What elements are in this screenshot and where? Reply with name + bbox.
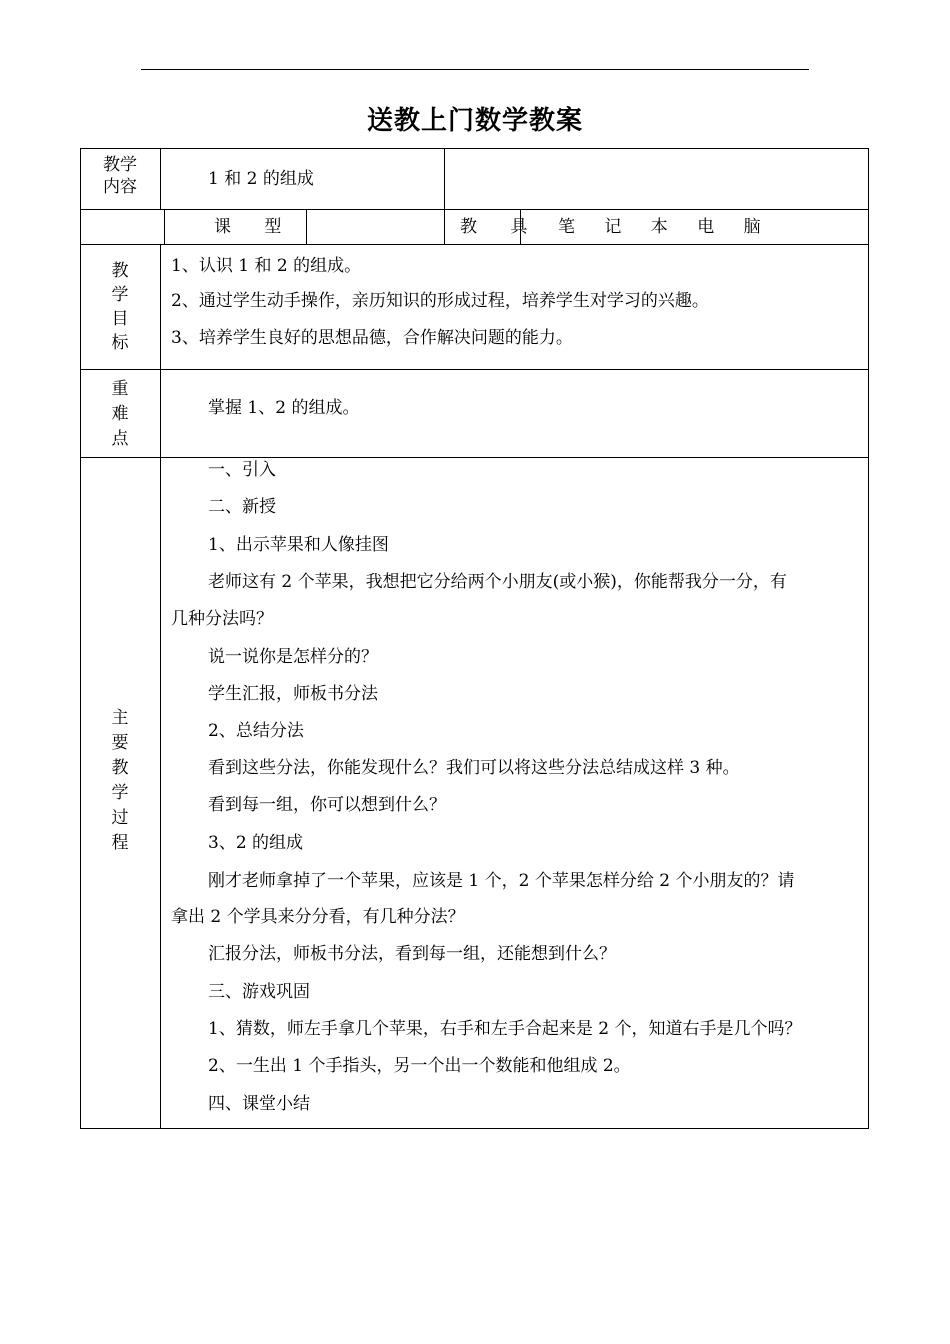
process-line: 学生汇报，师板书分法 <box>208 684 378 704</box>
key-points-text: 掌握 1、2 的组成。 <box>208 398 360 418</box>
process-line: 汇报分法，师板书分法，看到每一组，还能想到什么？ <box>208 944 616 964</box>
content-label: 教学 内容 <box>103 155 137 197</box>
col-divider <box>444 148 445 244</box>
goal-item: 2、通过学生动手操作，亲历知识的形成过程，培养学生对学习的兴趣。 <box>171 291 709 311</box>
tools-value: 笔 记 本 电 脑 <box>558 217 773 237</box>
lesson-plan-table <box>80 148 869 1129</box>
row-divider <box>80 457 869 458</box>
process-line: 2、一生出 1 个手指头，另一个出一个数能和他组成 2。 <box>208 1056 631 1076</box>
row-divider <box>80 209 869 210</box>
process-line: 二、新授 <box>208 497 276 517</box>
table-border-right <box>868 148 869 1129</box>
process-line: 3、2 的组成 <box>208 833 304 853</box>
row-divider <box>80 244 869 245</box>
tools-label: 教 具 <box>460 217 542 237</box>
process-line: 1、猜数，师左手拿几个苹果，右手和左手合起来是 2 个，知道右手是几个吗？ <box>208 1019 802 1039</box>
process-label: 主 要 教 学 过 程 <box>111 708 129 853</box>
col-divider <box>160 244 161 1129</box>
row-divider <box>80 369 869 370</box>
process-line: 说一说你是怎样分的？ <box>208 647 378 667</box>
col-divider <box>164 209 165 244</box>
content-value: 1 和 2 的组成 <box>208 169 314 189</box>
goal-item: 3、培养学生良好的思想品德，合作解决问题的能力。 <box>171 328 573 348</box>
key-points-label: 重 难 点 <box>111 379 129 449</box>
process-line: 拿出 2 个学具来分分看，有几种分法？ <box>171 907 465 927</box>
table-border-bottom <box>80 1128 869 1129</box>
process-line: 三、游戏巩固 <box>208 982 310 1002</box>
type-label: 课 型 <box>214 217 296 237</box>
col-divider <box>306 209 307 244</box>
process-line: 老师这有 2 个苹果，我想把它分给两个小朋友(或小猴)，你能帮我分一分，有 <box>208 572 787 592</box>
goals-label: 教 学 目 标 <box>111 261 129 353</box>
process-line: 看到这些分法，你能发现什么？我们可以将这些分法总结成这样 3 种。 <box>208 758 740 778</box>
process-line: 刚才老师拿掉了一个苹果，应该是 1 个，2 个苹果怎样分给 2 个小朋友的？请 <box>208 871 795 891</box>
page-title: 送教上门数学教案 <box>366 106 583 136</box>
process-line: 2、总结分法 <box>208 721 304 741</box>
col-divider <box>160 148 161 209</box>
process-line: 看到每一组，你可以想到什么？ <box>208 795 446 815</box>
header-rule <box>141 69 809 70</box>
goal-item: 1、认识 1 和 2 的组成。 <box>171 256 362 276</box>
process-line: 一、引入 <box>208 460 276 480</box>
table-border-top <box>80 148 869 149</box>
process-line: 四、课堂小结 <box>208 1094 310 1114</box>
process-line: 1、出示苹果和人像挂图 <box>208 535 389 555</box>
process-line: 几种分法吗？ <box>171 609 273 629</box>
